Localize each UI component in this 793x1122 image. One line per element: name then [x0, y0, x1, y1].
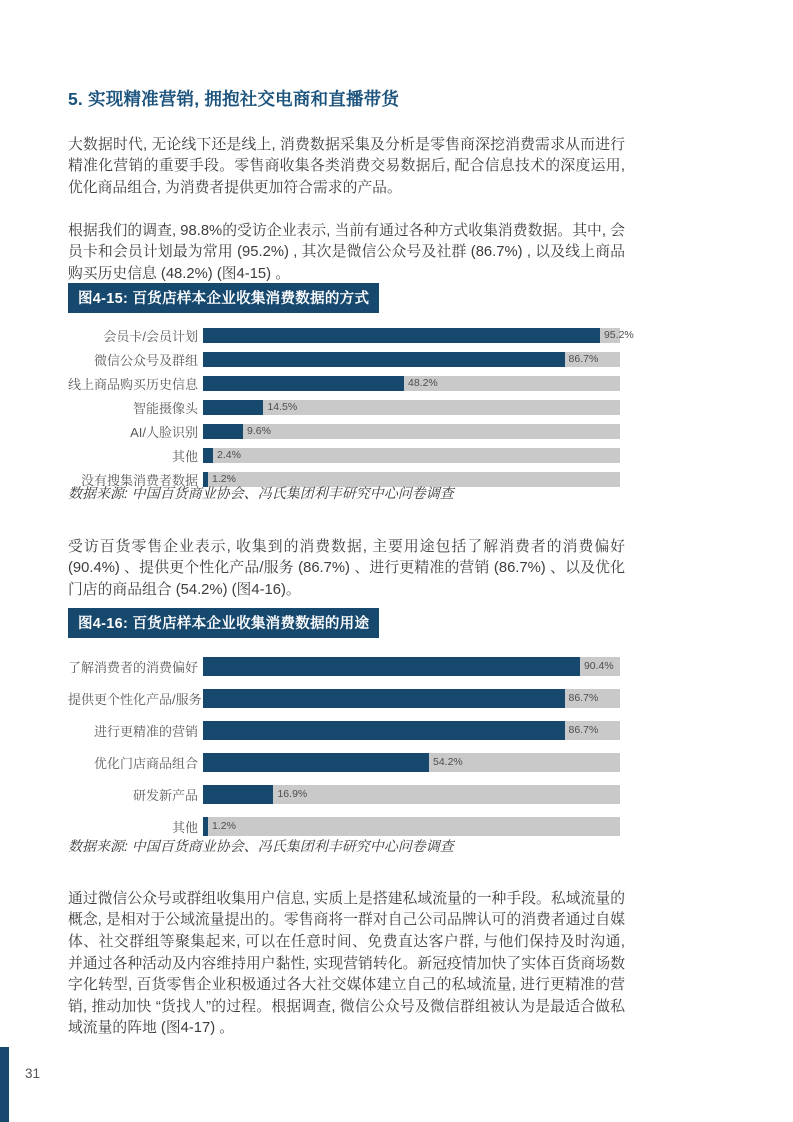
- value-label: 95.2%: [603, 329, 634, 341]
- value-label: 1.2%: [212, 820, 236, 832]
- chart-row: [68, 371, 620, 395]
- value-label: 86.7%: [568, 353, 599, 365]
- chart-row: [68, 347, 620, 371]
- bar-fill: [203, 424, 243, 439]
- bar-track: [203, 328, 634, 343]
- category-label: AI/人脸识别: [130, 424, 198, 440]
- category-label: 其他: [171, 819, 198, 835]
- bar-track: [203, 817, 620, 836]
- bar-fill: [203, 785, 273, 804]
- section-heading: 5. 实现精准营销, 拥抱社交电商和直播带货: [68, 88, 400, 109]
- value-label: 90.4%: [583, 660, 614, 672]
- bar-fill: [203, 400, 263, 415]
- bar-track: [203, 689, 620, 708]
- value-label: 86.7%: [568, 724, 599, 736]
- category-label: 了解消费者的消费偏好: [68, 659, 199, 675]
- chart-row: [68, 714, 620, 746]
- category-label: 研发新产品: [132, 787, 198, 803]
- bar-track: [203, 400, 620, 415]
- category-label: 其他: [171, 448, 198, 464]
- bar-track: [203, 376, 620, 391]
- category-label: 进行更精准的营销: [93, 723, 198, 739]
- chart-bars-area: [68, 323, 634, 491]
- value-label: 2.4%: [217, 449, 241, 461]
- category-label: 微信公众号及群组: [93, 352, 198, 368]
- category-label: 提供更个性化产品/服务: [68, 691, 202, 707]
- chart-row: [68, 395, 620, 419]
- body-paragraph-3: 受访百货零售企业表示, 收集到的消费数据, 主要用途包括了解消费者的消费偏好 (90.4%) 、提供更个性化产品/服务 (86.7%) 、进行更精准的营销 (86.7%) 、以及优化门店的商品组合 (54.2%) (图4-16)。: [68, 538, 625, 598]
- bar-fill: [203, 376, 404, 391]
- chart-row: [68, 323, 634, 347]
- value-label: 54.2%: [433, 756, 463, 768]
- chart-bars-area: [68, 650, 620, 842]
- value-label: 14.5%: [267, 401, 298, 413]
- bar-fill: [203, 328, 600, 343]
- data-source-note-2: 数据来源: 中国百货商业协会、冯氏集团利丰研究中心问卷调查: [68, 838, 454, 854]
- page-number: 31: [25, 1066, 41, 1081]
- category-label: 没有搜集消费者数据: [80, 472, 198, 488]
- chart-row: [68, 778, 620, 810]
- bar-track: [203, 352, 620, 367]
- chart-title-bar: 图4-16: 百货店样本企业收集消费数据的用途: [68, 608, 379, 638]
- chart-row: [68, 443, 620, 467]
- page-edge-accent-bar: [0, 1047, 9, 1122]
- value-label: 48.2%: [407, 377, 438, 389]
- bar-fill: [203, 352, 565, 367]
- value-label: 86.7%: [568, 692, 599, 704]
- bar-track: [203, 424, 620, 439]
- chart-row: [68, 650, 620, 682]
- chart-figure-4-15: [68, 283, 634, 491]
- bar-fill: [203, 689, 565, 708]
- category-label: 智能摄像头: [132, 400, 198, 416]
- bar-fill: [203, 753, 429, 772]
- bar-track: [203, 753, 620, 772]
- category-label: 会员卡/会员计划: [103, 328, 198, 344]
- bar-track: [203, 448, 620, 463]
- bar-fill: [203, 448, 213, 463]
- chart-figure-4-16: [68, 608, 620, 842]
- chart-row: [68, 682, 620, 714]
- bar-fill: [203, 721, 565, 740]
- body-paragraph-4: 通过微信公众号或群组收集用户信息, 实质上是搭建私域流量的一种手段。私域流量的概念, 是相对于公域流量提出的。零售商将一群对自己公司品牌认可的消费者通过自媒体、社交群组等聚集起来, 可以在任意时间、免费直达客户群, 与他们保持及时沟通, 并通过各种活动及内容维持用户黏性, 实现营销转化。新冠疫情加快了实体百货商场数字化转型, 百货零售企业积极通过各大社交媒体建立自己的私域流量, 进行更精准的营销, 推动加快 “货找人”的过程。根据调查, 微信公众号及微信群组被认为是最适合做私域流量的阵地 (图4-17) 。: [68, 890, 625, 1037]
- bar-track: [203, 785, 620, 804]
- body-paragraph-2: 根据我们的调查, 98.8%的受访企业表示, 当前有通过各种方式收集消费数据。其中, 会员卡和会员计划最为常用 (95.2%) , 其次是微信公众号及社群 (86.7%) , 以及线上商品购买历史信息 (48.2%) (图4-15) 。: [68, 222, 625, 282]
- bar-fill: [203, 817, 208, 836]
- chart-row: [68, 746, 620, 778]
- bar-track: [203, 721, 620, 740]
- bar-fill: [203, 657, 580, 676]
- bar-track: [203, 657, 620, 676]
- category-label: 优化门店商品组合: [93, 755, 198, 771]
- category-label: 线上商品购买历史信息: [68, 376, 199, 392]
- chart-title-bar: 图4-15: 百货店样本企业收集消费数据的方式: [68, 283, 379, 313]
- value-label: 16.9%: [277, 788, 308, 800]
- chart-row: [68, 419, 620, 443]
- data-source-note-1: 数据来源: 中国百货商业协会、冯氏集团利丰研究中心问卷调查: [68, 485, 454, 501]
- value-label: 9.6%: [247, 425, 271, 437]
- value-label: 1.2%: [212, 473, 236, 485]
- body-paragraph-1: 大数据时代, 无论线下还是线上, 消费数据采集及分析是零售商深挖消费需求从而进行精准化营销的重要手段。零售商收集各类消费交易数据后, 配合信息技术的深度运用, 优化商品组合, 为消费者提供更加符合需求的产品。: [68, 136, 625, 196]
